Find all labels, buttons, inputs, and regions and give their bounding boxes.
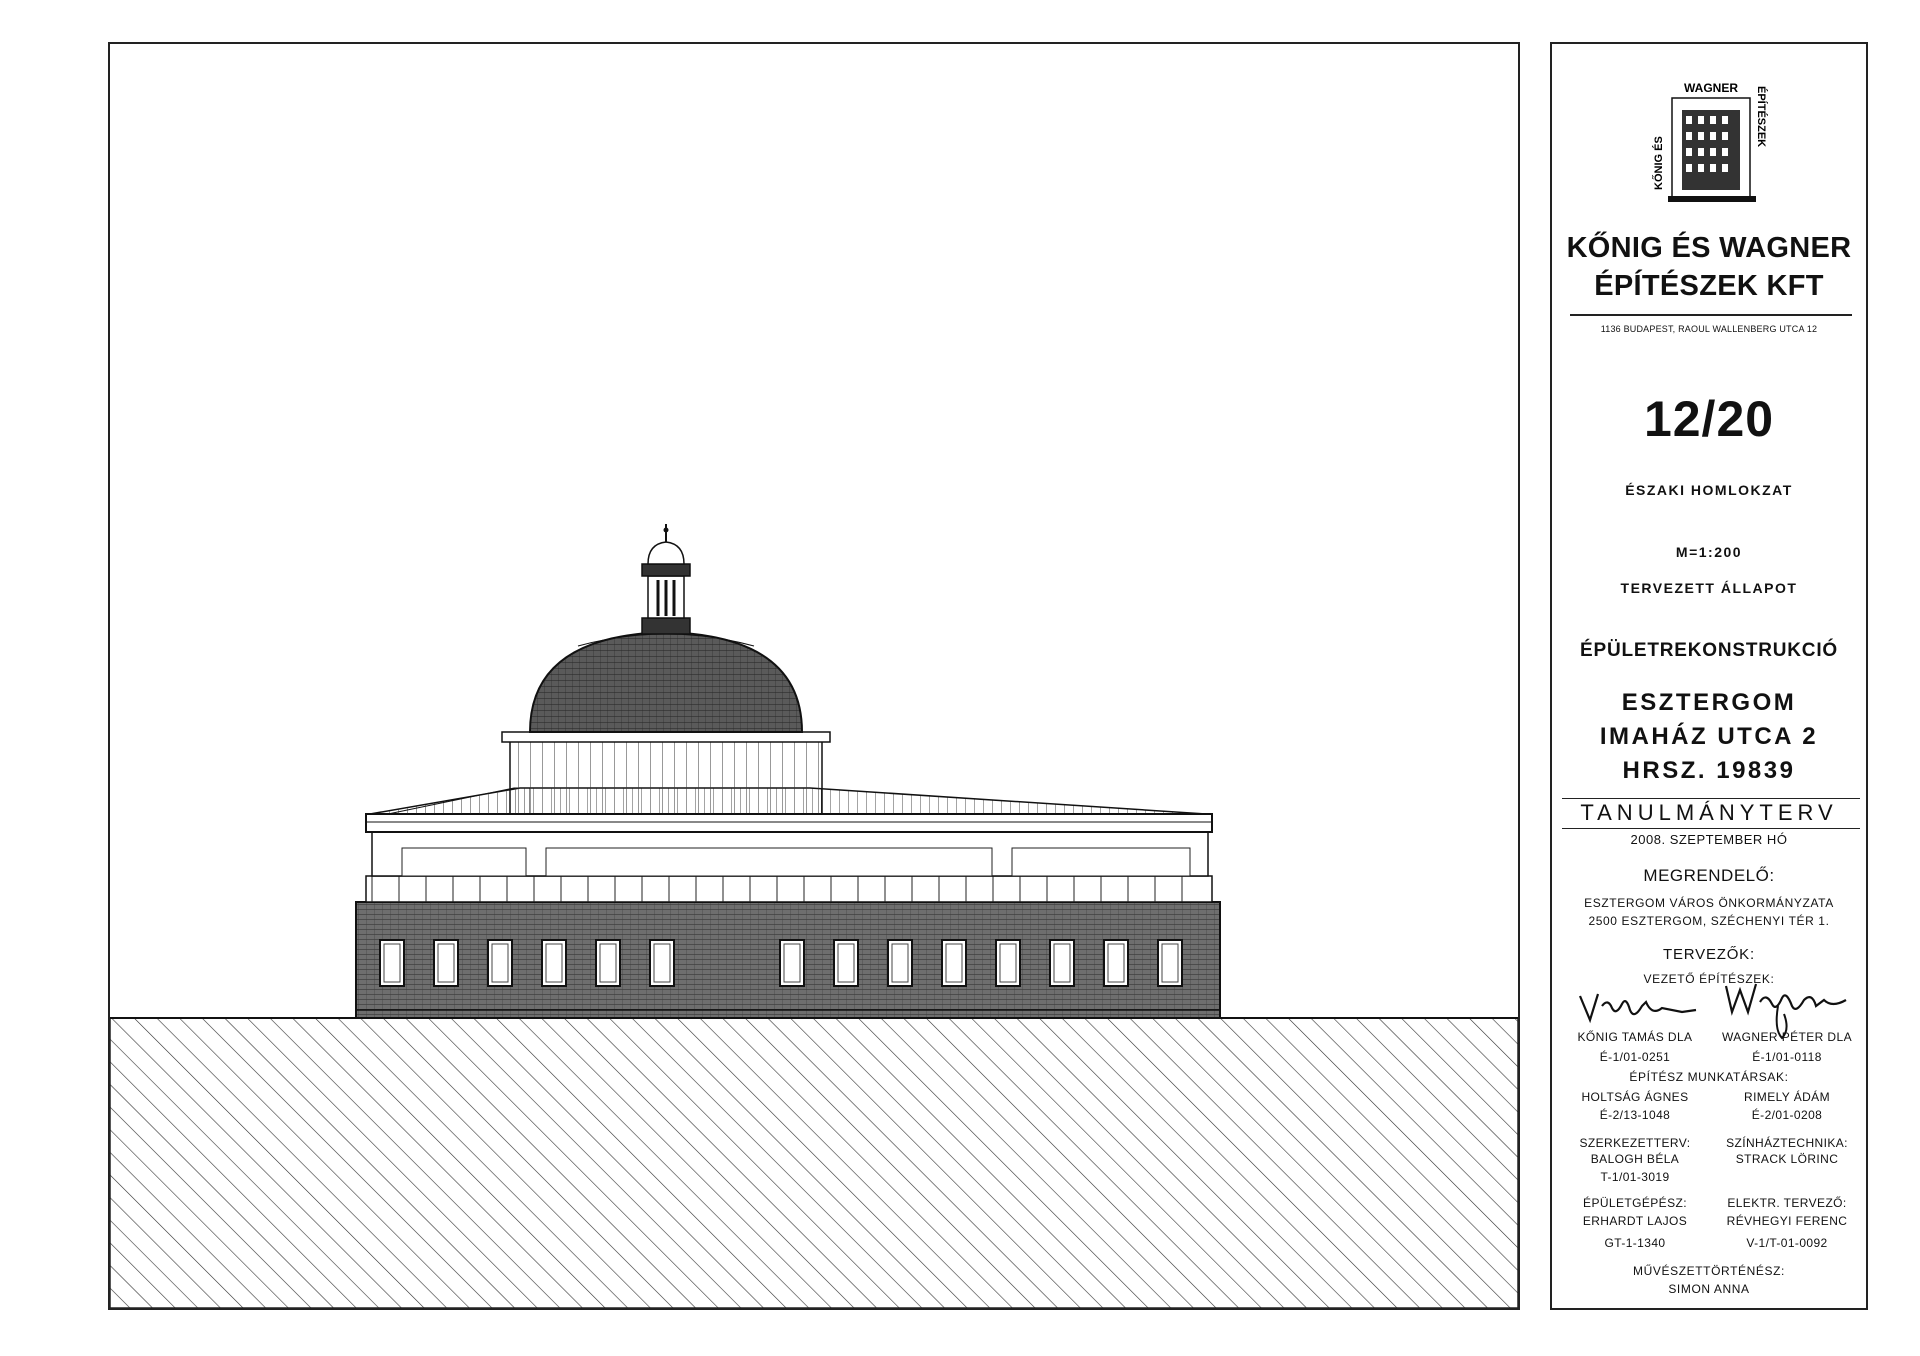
lantern-base xyxy=(642,618,690,634)
associate-2-name: RIMELY ÁDÁM xyxy=(1744,1090,1830,1104)
doc-type-rule-bottom xyxy=(1562,828,1860,829)
window-row xyxy=(380,940,1182,986)
specialist-structure-role: SZERKEZETTERV: xyxy=(1579,1136,1691,1150)
lead-architect-1-reg: É-1/01-0251 xyxy=(1599,1050,1671,1064)
cornice xyxy=(366,814,1212,832)
specialist-theatre-role: SZÍNHÁZTECHNIKA: xyxy=(1726,1136,1848,1150)
ground-section xyxy=(110,1018,1518,1308)
firm-rule xyxy=(1570,314,1852,316)
specialist-electrical-name: RÉVHEGYI FERENC xyxy=(1726,1214,1848,1228)
north-elevation-svg xyxy=(110,44,1518,1308)
logo-text-right: ÉPÍTÉSZEK xyxy=(1755,86,1767,148)
drum-cornice xyxy=(502,732,830,742)
signature-konig xyxy=(1572,986,1702,1028)
date: 2008. SZEPTEMBER HÓ xyxy=(1630,832,1788,847)
document-type: TANULMÁNYTERV xyxy=(1580,800,1838,825)
client-name: ESZTERGOM VÁROS ÖNKORMÁNYZATA xyxy=(1584,896,1834,910)
specialist-structure-name: BALOGH BÉLA xyxy=(1590,1152,1680,1166)
specialist-electrical-reg: V-1/T-01-0092 xyxy=(1746,1236,1828,1250)
frieze-panel-right xyxy=(1012,848,1190,876)
associate-1-name: HOLTSÁG ÁGNES xyxy=(1581,1090,1689,1104)
project-type: ÉPÜLETREKONSTRUKCIÓ xyxy=(1580,640,1838,661)
balustrade xyxy=(366,876,1212,902)
lantern-cupola xyxy=(648,542,684,564)
specialist-mep-role: ÉPÜLETGÉPÉSZ: xyxy=(1583,1196,1687,1210)
specialist-electrical-role: ELEKTR. TERVEZŐ: xyxy=(1727,1196,1847,1210)
firm-name-line-1: KŐNIG ÉS WAGNER xyxy=(1566,232,1852,264)
project-city: ESZTERGOM xyxy=(1621,689,1797,716)
art-history-name: SIMON ANNA xyxy=(1668,1282,1750,1296)
state-label: TERVEZETT ÁLLAPOT xyxy=(1620,580,1798,596)
lead-architect-2-name: WAGNER PÉTER DLA xyxy=(1722,1030,1852,1044)
client-address: 2500 ESZTERGOM, SZÉCHENYI TÉR 1. xyxy=(1588,914,1830,928)
associates-label: ÉPÍTÉSZ MUNKATÁRSAK: xyxy=(1629,1070,1789,1084)
dome xyxy=(530,632,802,732)
associate-1-reg: É-2/13-1048 xyxy=(1599,1108,1671,1122)
specialist-structure-reg: T-1/01-3019 xyxy=(1600,1170,1670,1184)
title-block xyxy=(1550,42,1868,1310)
doc-type-rule-top xyxy=(1562,798,1860,799)
lead-architect-2-reg: É-1/01-0118 xyxy=(1752,1050,1822,1064)
logo-text-left: KŐNIG ÉS xyxy=(1653,136,1665,190)
logo-text-top: WAGNER xyxy=(1684,81,1738,95)
lead-architect-1-name: KŐNIG TAMÁS DLA xyxy=(1577,1030,1693,1044)
dome-drum xyxy=(510,740,822,814)
specialist-mep-reg: GT-1-1340 xyxy=(1604,1236,1666,1250)
firm-logo xyxy=(1644,80,1778,212)
client-label: MEGRENDELŐ: xyxy=(1643,866,1775,885)
specialist-theatre-name: STRACK LÖRINC xyxy=(1735,1152,1839,1166)
view-title: ÉSZAKI HOMLOKZAT xyxy=(1625,482,1793,498)
elevation-drawing xyxy=(108,42,1520,1310)
designers-label: TERVEZŐK: xyxy=(1663,946,1755,963)
roof-left-slope xyxy=(388,788,530,814)
frieze-panel-left xyxy=(402,848,526,876)
project-plot: HRSZ. 19839 xyxy=(1622,757,1796,784)
scale-label: M=1:200 xyxy=(1675,544,1743,560)
lead-architects-label: VEZETŐ ÉPÍTÉSZEK: xyxy=(1643,972,1775,986)
frieze-panel-center xyxy=(546,848,992,876)
associate-2-reg: É-2/01-0208 xyxy=(1751,1108,1823,1122)
firm-name-line-2: ÉPÍTÉSZEK KFT xyxy=(1594,270,1824,302)
lantern-cornice xyxy=(642,564,690,576)
project-street: IMAHÁZ UTCA 2 xyxy=(1599,723,1819,750)
specialist-mep-name: ERHARDT LAJOS xyxy=(1582,1214,1688,1228)
firm-address: 1136 BUDAPEST, RAOUL WALLENBERG UTCA 12 xyxy=(1600,324,1818,334)
art-history-label: MŰVÉSZETTÖRTÉNÉSZ: xyxy=(1633,1264,1785,1278)
sheet-number: 12/20 xyxy=(1643,391,1775,447)
logo-svg xyxy=(1644,80,1778,212)
